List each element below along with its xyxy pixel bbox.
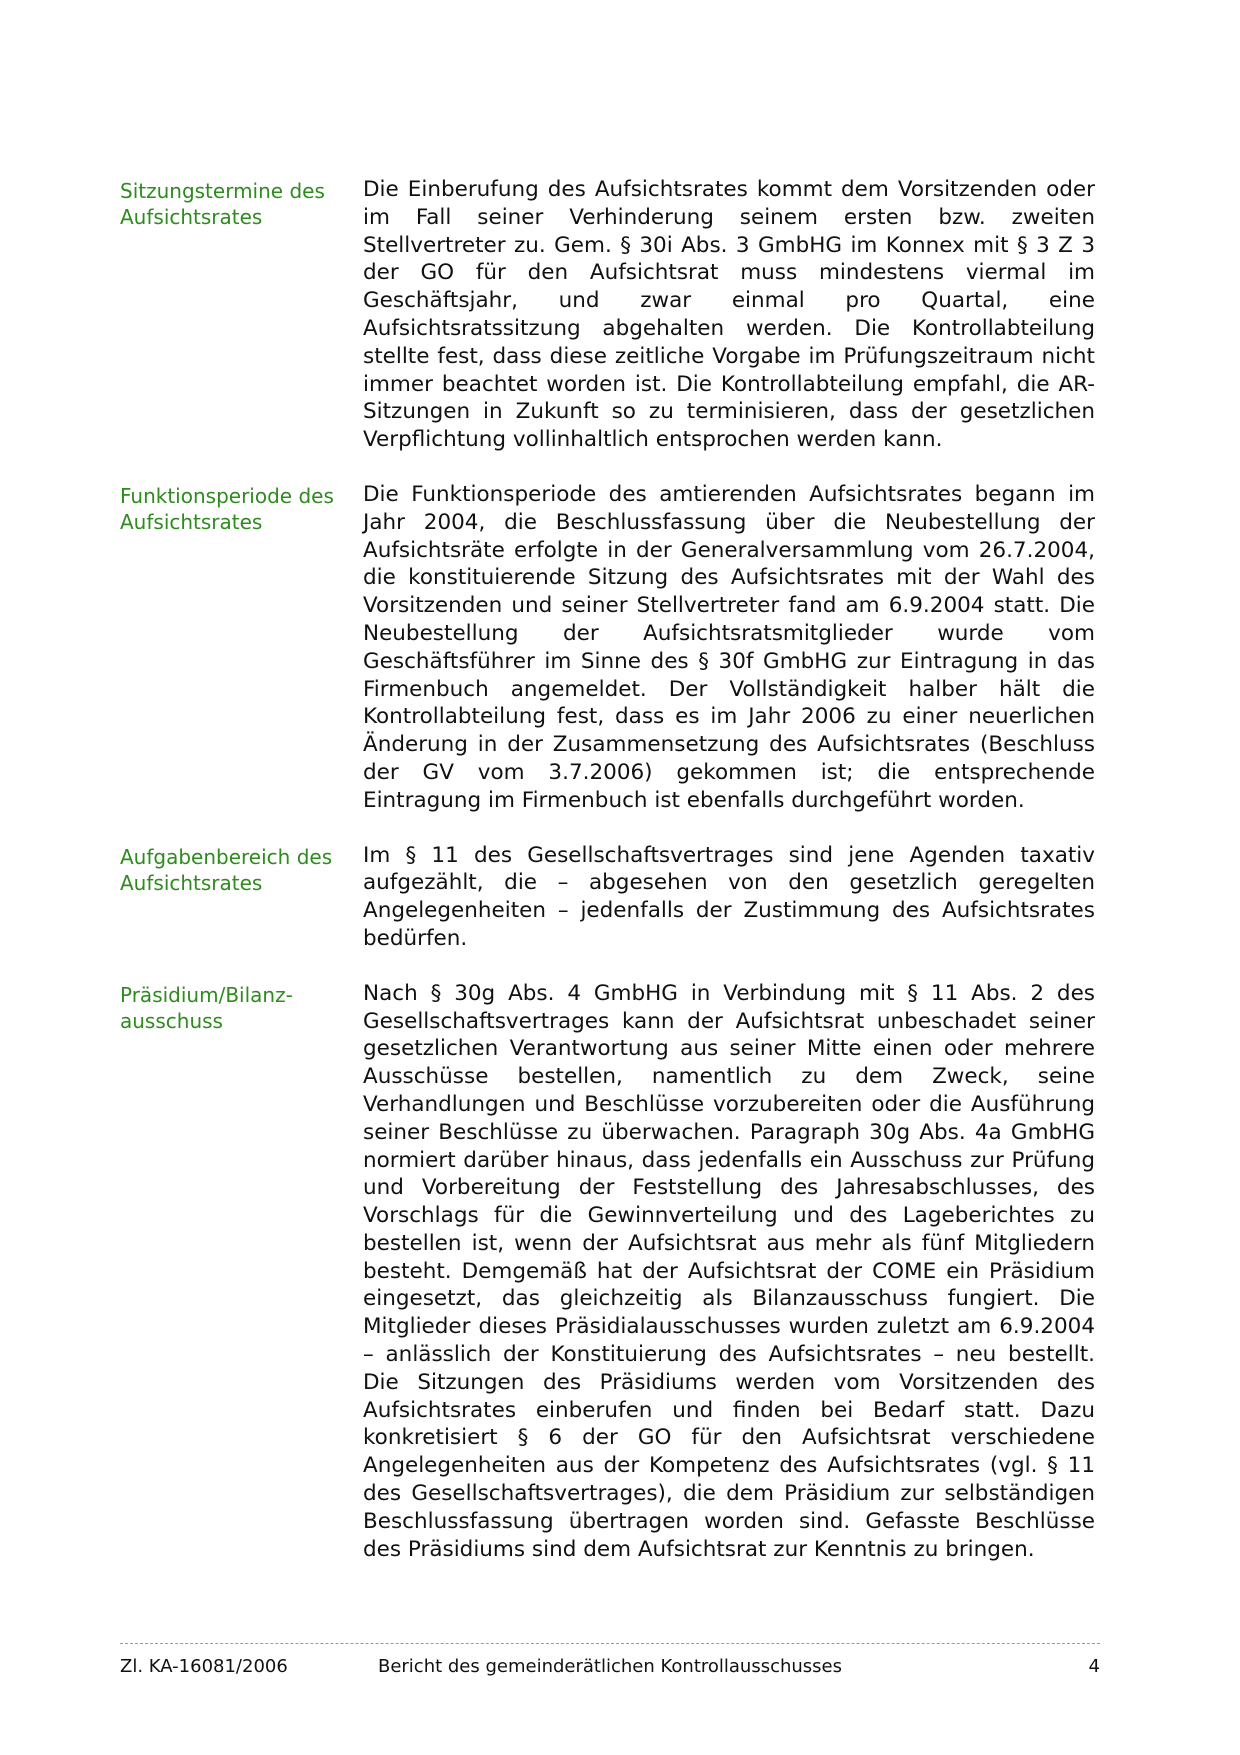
section-paragraph: Die Funktionsperiode des amtierenden Aufsichtsrates begann im Jahr 2004, die Beschlussfassung über die Neubestellung der Aufsichtsräte erfolgte in der Generalversammlung vom 26.7.2004, die konstituierende Sitzung des Aufsichtsrates mit der Wahl des Vorsitzenden und seiner Stellvertreter fand am 6.9.2004 statt. Die Neubestellung der Aufsichtsratsmitglieder wurde vom Geschäftsführer im Sinne des § 30f GmbHG zur Eintragung in das Firmenbuch angemeldet. Der Vollständigkeit halber hält die Kontrollabteilung fest, dass es im Jahr 2006 zu einer neuerlichen Änderung in der Zusammensetzung des Aufsichtsrates (Beschluss der GV vom 3.7.2006) gekommen ist; die entsprechende Eintragung im Firmenbuch ist ebenfalls durchgeführt worden. bbox=[363, 481, 1095, 813]
footer-divider bbox=[120, 1643, 1100, 1644]
section-funktionsperiode bbox=[120, 481, 1100, 815]
margin-label bbox=[120, 980, 363, 1034]
margin-label bbox=[120, 481, 363, 535]
section-paragraph: Die Einberufung des Aufsichtsrates kommt dem Vorsitzenden oder im Fall seiner Verhinderung seinem ersten bzw. zweiten Stellvertreter zu. Gem. § 30i Abs. 3 GmbHG im Konnex mit § 3 Z 3 der GO für den Aufsichtsrat muss mindestens viermal im Geschäftsjahr, und zwar einmal pro Quartal, eine Aufsichtsratssitzung abgehalten werden. Die Kontrollabteilung stellte fest, dass diese zeitliche Vorgabe im Prüfungszeitraum nicht immer beachtet worden ist. Die Kontrollabteilung empfahl, die AR-Sitzungen in Zukunft so zu terminisieren, dass der gesetzlichen Verpflichtung vollinhaltlich entsprochen werden kann. bbox=[363, 177, 1095, 453]
margin-label-line: Funktionsperiode des bbox=[120, 483, 334, 508]
margin-label bbox=[120, 176, 363, 230]
footer-row bbox=[120, 1654, 1100, 1680]
section-praesidium bbox=[120, 980, 1100, 1564]
section-paragraph: Im § 11 des Gesellschaftsvertrages sind jene Agenden taxativ aufgezählt, die – abgesehen von den gesetzlich geregelten Angelegenheiten – jedenfalls der Zustimmung des Aufsichtsrates bedürfen. bbox=[363, 842, 1095, 951]
section-aufgabenbereich bbox=[120, 842, 1100, 953]
content-sections bbox=[120, 176, 1100, 1590]
section-paragraph: Nach § 30g Abs. 4 GmbHG in Verbindung mit § 11 Abs. 2 des Gesellschaftsvertrages kann der Aufsichtsrat unbeschadet seiner gesetzlichen Verantwortung aus seiner Mitte einen oder mehrere Ausschüsse bestellen, namentlich zu dem Zweck, seine Verhandlungen und Beschlüsse vorzubereiten oder die Ausführung seiner Beschlüsse zu überwachen. Paragraph 30g Abs. 4a GmbHG normiert darüber hinaus, dass jedenfalls ein Ausschuss zur Prüfung und Vorbereitung der Feststellung des Jahresabschlusses, des Vorschlags für die Gewinnverteilung und des Lageberichtes zu bestellen ist, wenn der Aufsichtsrat aus mehr als fünf Mitgliedern besteht. Demgemäß hat der Aufsichtsrat der COME ein Präsidium eingesetzt, das gleichzeitig als Bilanzausschuss fungiert. Die Mitglieder dieses Präsidialausschusses wurden zuletzt am 6.9.2004 – anlässlich der Konstituierung des Aufsichtsrates – neu bestellt. Die Sitzungen des Präsidiums werden vom Vorsitzenden des Aufsichtsrates einberufen und finden bei Bedarf statt. Dazu konkretisiert § 6 der GO für den Aufsichtsrat verschiedene Angelegenheiten aus der Kompetenz des Aufsichtsrates (vgl. § 11 des Gesellschaftsvertrages), die dem Präsidium zur selbständigen Beschlussfassung übertragen worden sind. Gefasste Beschlüsse des Präsidiums sind dem Aufsichtsrat zur Kenntnis zu bringen. bbox=[363, 980, 1095, 1562]
margin-label-line: Aufgabenbereich des bbox=[120, 844, 333, 869]
margin-label bbox=[120, 842, 363, 896]
margin-label-line: Sitzungstermine des bbox=[120, 179, 325, 203]
margin-label-line: ausschuss bbox=[120, 1008, 223, 1033]
margin-label-line: Aufsichtsrates bbox=[120, 205, 263, 229]
report-title: Bericht des gemeinderätlichen Kontrollausschusses bbox=[377, 1656, 843, 1677]
document-reference: Zl. KA-16081/2006 bbox=[120, 1656, 288, 1677]
page-footer bbox=[120, 1643, 1100, 1680]
margin-label-line: Präsidium/Bilanz- bbox=[120, 982, 293, 1007]
margin-label-line: Aufsichtsrates bbox=[120, 509, 263, 534]
section-sitzungstermine bbox=[120, 176, 1100, 454]
page-number: 4 bbox=[1088, 1656, 1100, 1677]
margin-label-line: Aufsichtsrates bbox=[120, 870, 263, 895]
